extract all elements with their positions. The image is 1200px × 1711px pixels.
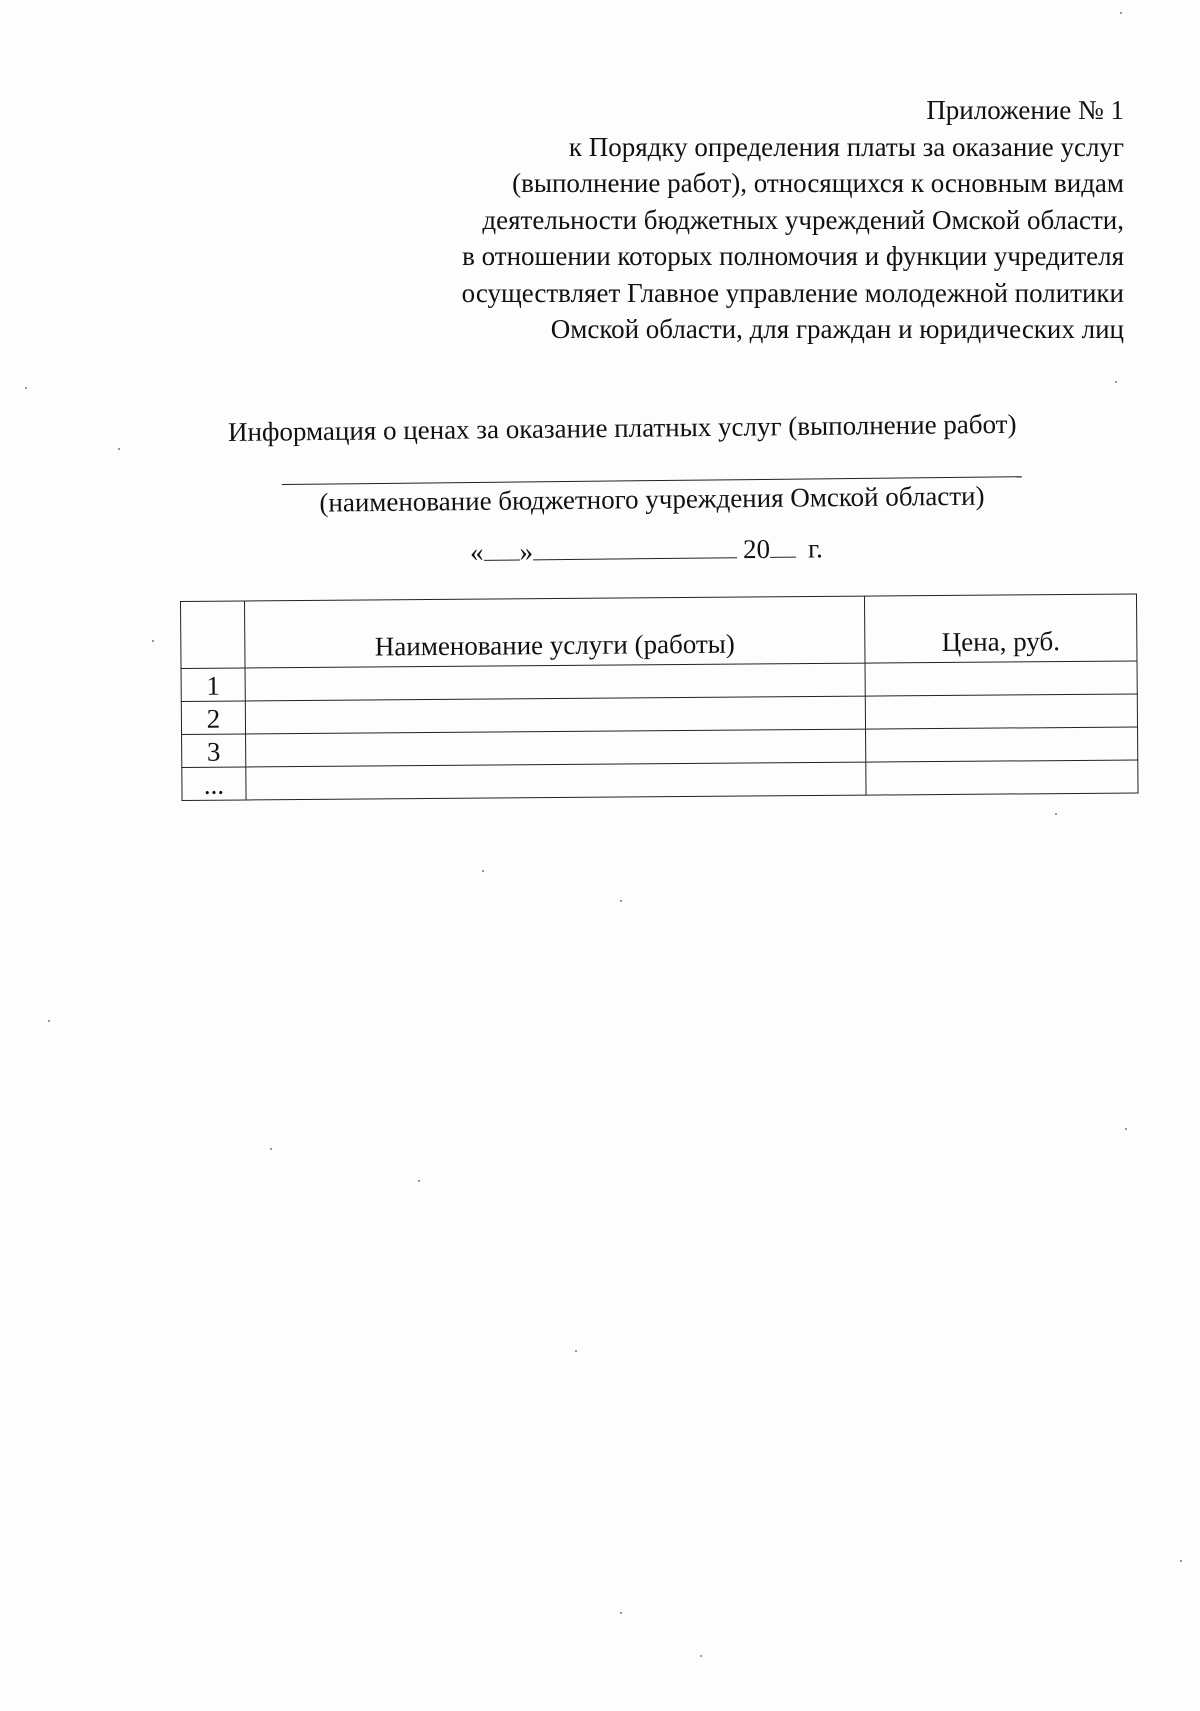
scan-speck [482, 870, 484, 872]
scan-speck [620, 900, 622, 902]
appendix-line-5: осуществляет Главное управление молодежной политики [461, 277, 1124, 308]
scan-speck [1115, 381, 1117, 383]
date-open-quote: « [469, 536, 484, 567]
scan-speck [270, 1148, 272, 1150]
scan-speck [1120, 12, 1122, 14]
scan-speck [1125, 1128, 1127, 1130]
date-day-blank [483, 537, 519, 560]
row-number-cell: 1 [181, 668, 245, 702]
scan-speck [152, 640, 154, 642]
appendix-line-6: Омской области, для граждан и юридических лиц [550, 314, 1124, 344]
price-table-wrapper [180, 593, 1138, 801]
row-number-cell: ... [182, 767, 246, 801]
scan-speck [25, 387, 27, 389]
date-field [470, 532, 823, 568]
row-price-cell [865, 694, 1137, 729]
scan-speck [118, 448, 120, 450]
table-header-row [181, 594, 1137, 669]
header-number-cell [181, 601, 246, 669]
row-service-cell [245, 696, 865, 734]
scan-speck [700, 1655, 702, 1657]
row-service-cell [245, 663, 865, 701]
scan-speck [1180, 1560, 1182, 1562]
appendix-line-1: к Порядку определения платы за оказание услуг [568, 131, 1124, 162]
organization-caption: (наименование бюджетного учреждения Омской области) [319, 480, 985, 518]
row-price-cell [866, 760, 1138, 795]
organization-field [282, 476, 1022, 519]
appendix-line-4: в отношении которых полномочия и функции учредителя [462, 241, 1124, 271]
price-table [180, 593, 1139, 801]
date-year-blank [770, 535, 796, 558]
appendix-line-3: деятельности бюджетных учреждений Омской области, [482, 204, 1124, 235]
row-number-cell: 3 [182, 734, 246, 768]
scan-speck [48, 1020, 50, 1022]
date-year-suffix: г. [807, 533, 823, 564]
row-service-cell [246, 762, 866, 800]
document-title: Информация о ценах за оказание платных услуг (выполнение работ) [227, 408, 1017, 447]
date-close-quote: » [519, 536, 534, 567]
header-service-cell: Наименование услуги (работы) [245, 596, 866, 668]
scan-speck [1055, 813, 1057, 815]
header-price-cell: Цена, руб. [864, 594, 1137, 663]
appendix-number: Приложение № 1 [926, 95, 1124, 125]
scan-speck [575, 1350, 577, 1352]
row-service-cell [246, 729, 866, 767]
appendix-line-2: (выполнение работ), относящихся к основным видам [512, 168, 1124, 198]
scan-speck [620, 1612, 622, 1614]
table-row [182, 760, 1138, 801]
row-price-cell [865, 661, 1137, 696]
date-year-prefix: 20 [742, 533, 771, 565]
appendix-header [364, 92, 1124, 348]
row-number-cell: 2 [181, 701, 245, 735]
scan-speck [418, 1180, 420, 1182]
date-month-blank [533, 535, 737, 560]
row-price-cell [866, 727, 1138, 762]
